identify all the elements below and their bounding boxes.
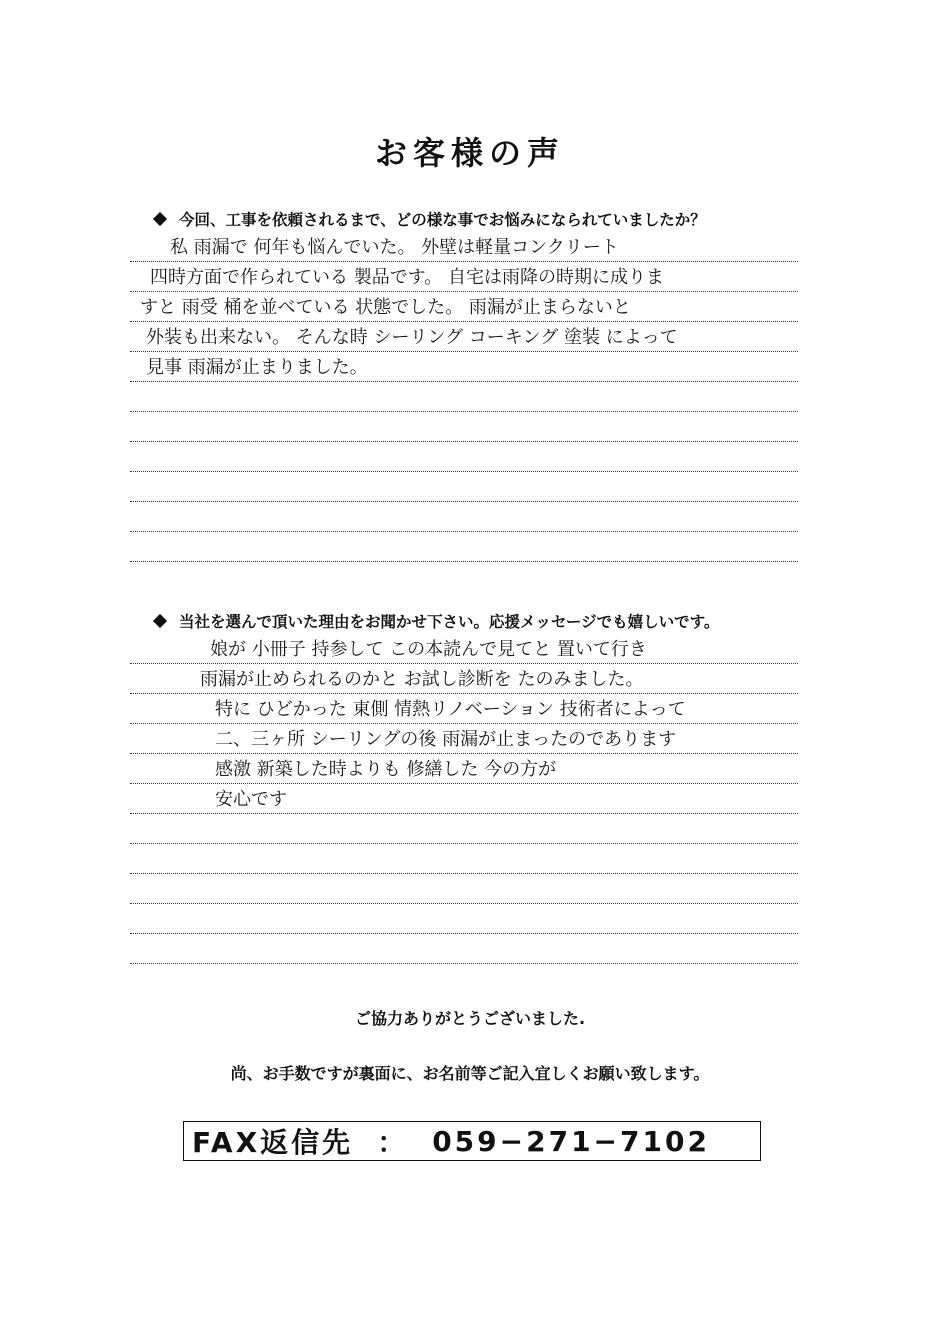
handwritten-text: 娘が 小冊子 持参して この本読んで見てと 置いて行き: [210, 639, 647, 660]
answer-line: [130, 664, 798, 694]
question-2: [155, 610, 719, 632]
answer-line: [130, 904, 798, 934]
thanks-text: ご協力ありがとうございました.: [354, 1009, 586, 1028]
handwritten-text: 安心です: [215, 789, 287, 810]
question-1-text: 今回、工事を依頼されるまで、どの様な事でお悩みになられていましたか？: [179, 211, 706, 229]
fax-number: 059−271−7102: [432, 1124, 710, 1158]
answer-line: [130, 754, 798, 784]
handwritten-text: 二、三ヶ所 シーリングの後 雨漏が止まったのであります: [215, 729, 677, 750]
diamond-bullet-icon: [153, 614, 167, 628]
answer-line: [130, 874, 798, 904]
answer-line: [130, 382, 798, 412]
diamond-bullet-icon: [153, 212, 167, 226]
answer-line: [130, 814, 798, 844]
answer-line: [130, 844, 798, 874]
handwritten-text: 外装も出来ない。 そんな時 シーリング コーキング 塗装 によって: [146, 327, 678, 348]
answer-2-lines: [130, 634, 798, 964]
answer-line: [130, 502, 798, 532]
note-text: 尚、お手数ですが裏面に、お名前等ご記入宜しくお願い致します。: [230, 1064, 710, 1083]
fax-label: FAX返信先: [192, 1126, 354, 1159]
answer-line: [130, 442, 798, 472]
answer-line: [130, 784, 798, 814]
answer-line: [130, 322, 798, 352]
answer-line: [130, 292, 798, 322]
answer-line: [130, 694, 798, 724]
answer-line: [130, 724, 798, 754]
answer-line: [130, 232, 798, 262]
handwritten-text: 感激 新築した時よりも 修繕した 今の方が: [215, 759, 557, 780]
handwritten-text: すと 雨受 桶を並べている 状態でした。 雨漏が止まらないと: [140, 297, 631, 318]
answer-line: [130, 352, 798, 382]
handwritten-text: 見事 雨漏が止まりました。: [146, 357, 368, 378]
question-1: [155, 208, 706, 230]
answer-line: [130, 472, 798, 502]
fax-separator: ：: [377, 1126, 409, 1159]
question-2-text: 当社を選んで頂いた理由をお聞かせ下さい。応援メッセージでも嬉しいです。: [179, 613, 720, 631]
page-title: お客様の声: [374, 134, 565, 172]
answer-1-lines: [130, 232, 798, 562]
fax-box: [183, 1121, 761, 1161]
handwritten-text: 特に ひどかった 東側 情熱リノベーション 技術者によって: [215, 699, 686, 720]
answer-line: [130, 634, 798, 664]
handwritten-text: 私 雨漏で 何年も悩んでいた。 外壁は軽量コンクリート: [170, 237, 619, 258]
answer-line: [130, 412, 798, 442]
handwritten-text: 雨漏が止められるのかと お試し診断を たのみました。: [200, 669, 644, 690]
answer-line: [130, 934, 798, 964]
answer-line: [130, 532, 798, 562]
answer-line: [130, 262, 798, 292]
handwritten-text: 四時方面で作られている 製品です。 自宅は雨降の時期に成りま: [150, 267, 665, 288]
